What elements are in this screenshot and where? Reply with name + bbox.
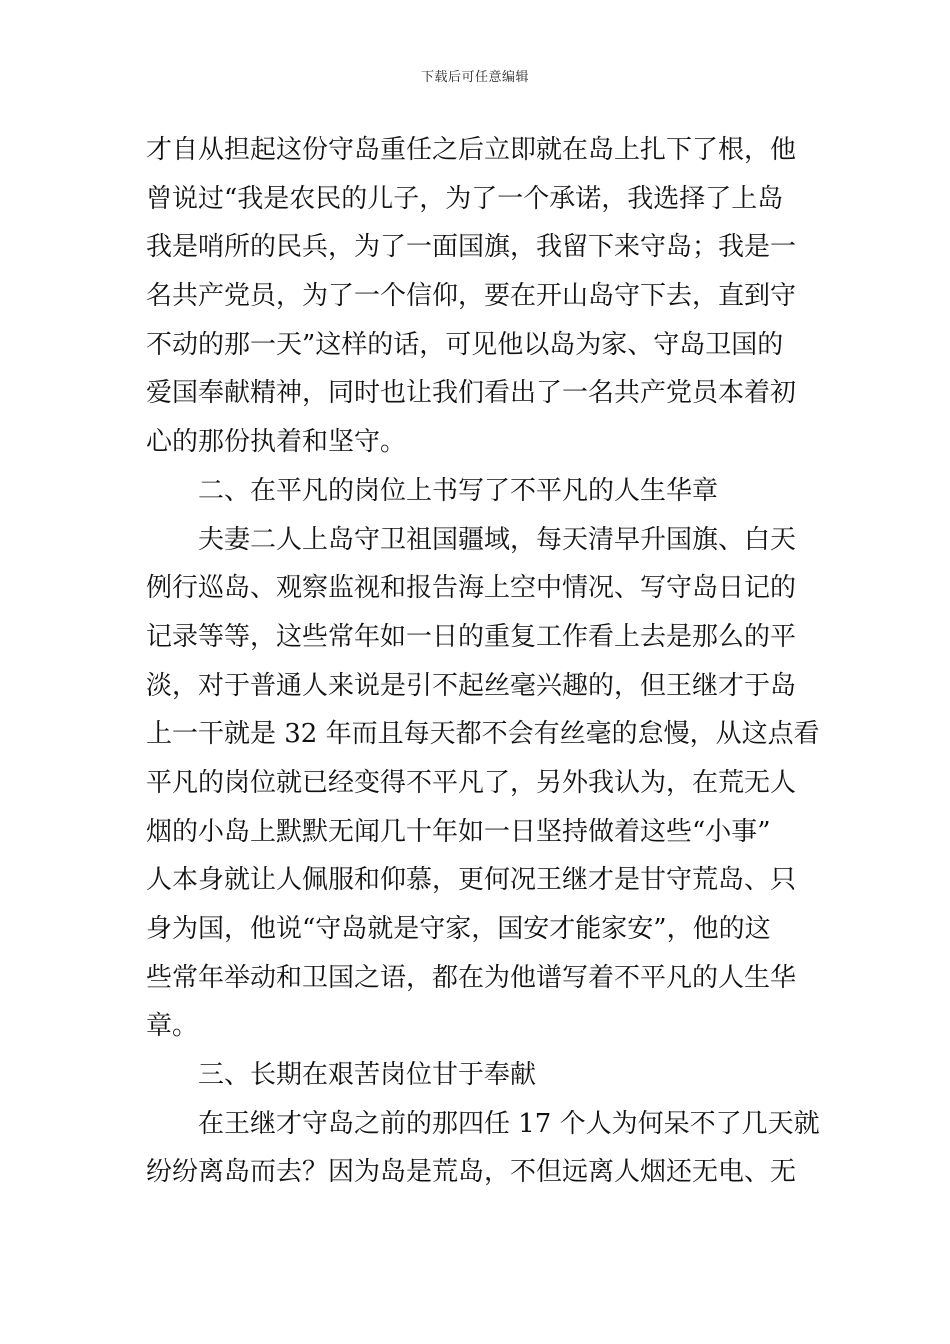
paragraph-first-line: 在王继才守岛之前的那四任 17 个人为何呆不了几天就: [198, 1108, 820, 1139]
body-line: 烟的小岛上默默无闻几十年如一日坚持做着这些“小事”: [146, 816, 771, 847]
body-line: 些常年举动和卫国之语，都在为他谱写着不平凡的人生华: [146, 962, 797, 993]
body-line: 记录等等，这些常年如一日的重复工作看上去是那么的平: [146, 621, 797, 652]
body-line: 例行巡岛、观察监视和报告海上空中情况、写守岛日记的: [146, 573, 797, 604]
body-line: 平凡的岗位就已经变得不平凡了，另外我认为，在荒无人: [146, 767, 797, 798]
body-line: 爱国奉献精神，同时也让我们看出了一名共产党员本着初: [146, 378, 797, 409]
section-heading: 二、在平凡的岗位上书写了不平凡的人生华章: [198, 475, 719, 506]
body-line: 我是哨所的民兵，为了一面国旗，我留下来守岛；我是一: [146, 232, 797, 263]
body-line: 名共产党员，为了一个信仰，要在开山岛守下去，直到守: [146, 281, 797, 312]
body-line: 淡，对于普通人来说是引不起丝毫兴趣的，但王继才于岛: [146, 670, 797, 701]
body-line: 纷纷离岛而去？因为岛是荒岛，不但远离人烟还无电、无: [146, 1157, 797, 1188]
body-line: 身为国，他说“守岛就是守家，国安才能家安”，他的这: [146, 914, 771, 944]
body-line: 人本身就让人佩服和仰慕，更何况王继才是甘守荒岛、只: [146, 865, 797, 896]
body-line: 心的那份执着和坚守。: [146, 427, 407, 458]
page-header-note: 下载后可任意编辑: [420, 70, 529, 85]
body-line: 不动的那一天”这样的话，可见他以岛为家、守岛卫国的: [146, 329, 784, 360]
document-body: [146, 126, 820, 1197]
body-line: 曾说过“我是农民的儿子，为了一个承诺，我选择了上岛: [146, 183, 784, 214]
body-line: 上一干就是 32 年而且每天都不会有丝毫的怠慢，从这点看: [146, 719, 820, 750]
section-heading: 三、长期在艰苦岗位甘于奉献: [198, 1060, 537, 1091]
body-line: 才自从担起这份守岛重任之后立即就在岛上扎下了根，他: [146, 135, 797, 165]
paragraph-first-line: 夫妻二人上岛守卫祖国疆域，每天清早升国旗、白天: [198, 524, 797, 555]
body-line: 章。: [146, 1011, 199, 1042]
